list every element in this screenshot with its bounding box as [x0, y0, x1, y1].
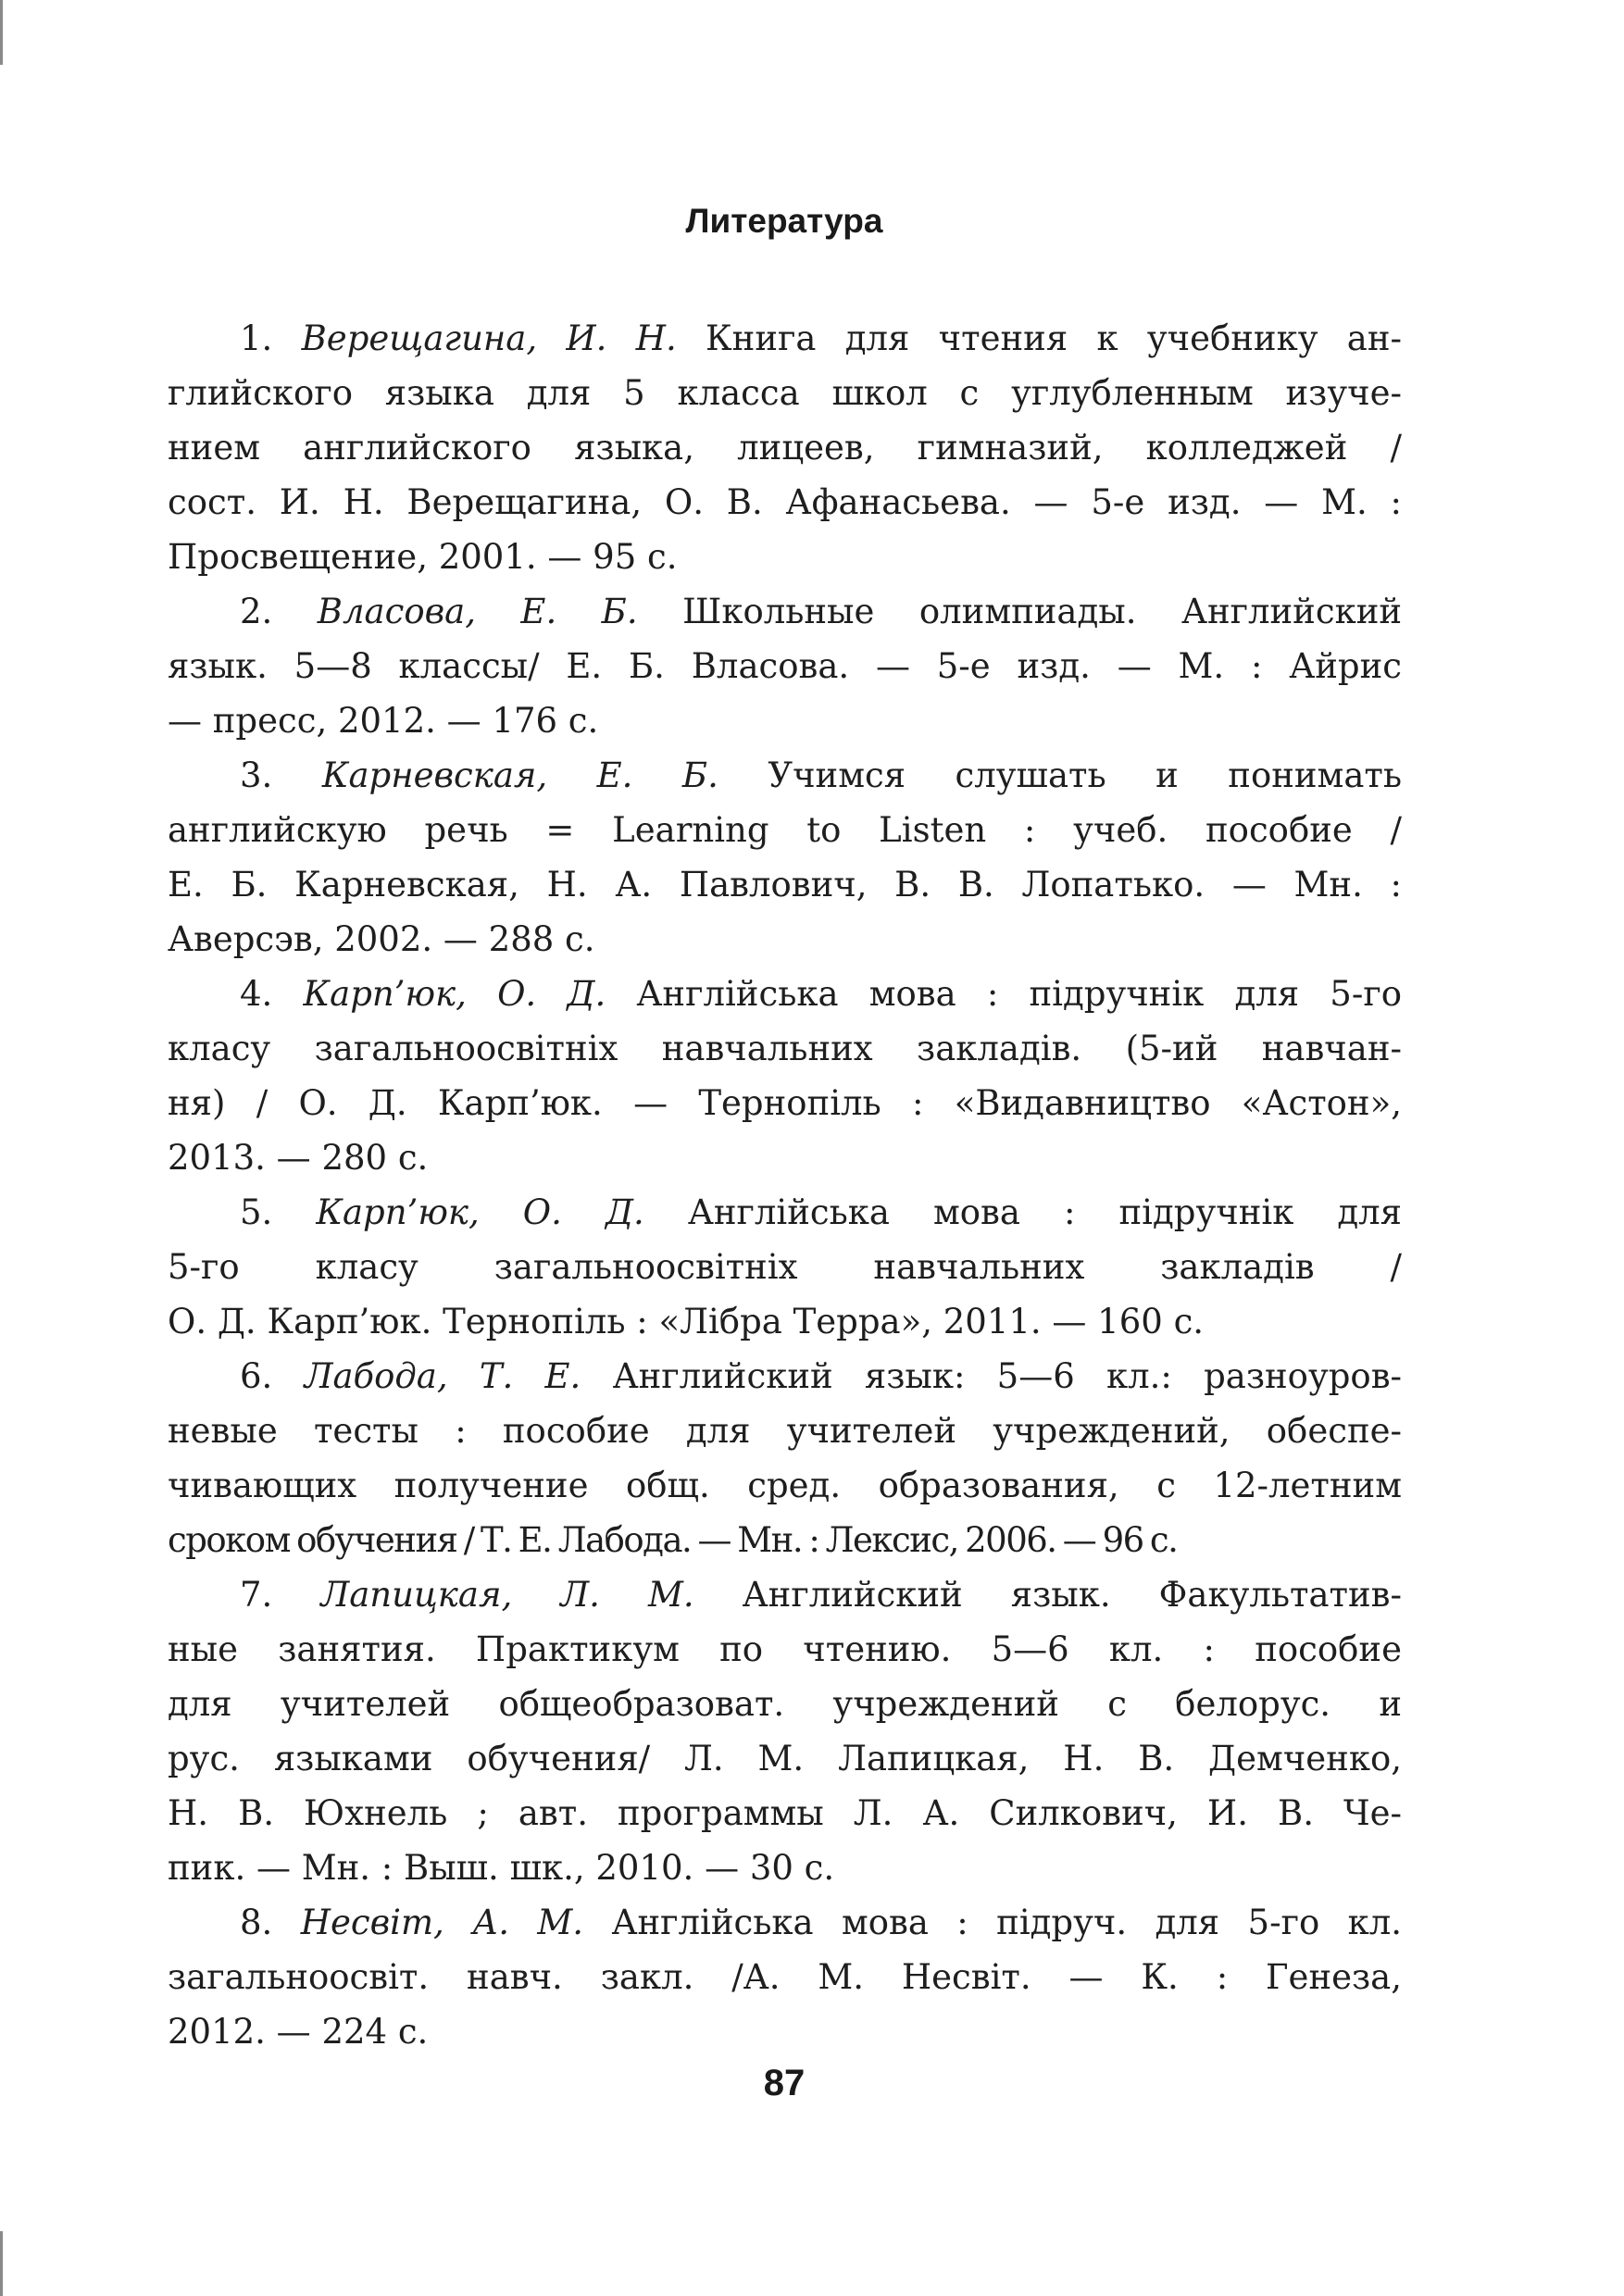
entry-line: для учителей общеобразоват. учреждений с белорус. и	[168, 1684, 1402, 1724]
entry-line: невые тесты : пособие для учителей учреждений, обеспе-	[168, 1411, 1402, 1451]
entry-title-start: Англійська мова : підруч. для 5-го кл.	[611, 1903, 1403, 1942]
entry-line: глийского языка для 5 класса школ с углубленным изуче-	[168, 373, 1402, 413]
entry-title-start: Школьные олимпиады. Английский	[682, 592, 1403, 631]
entry-first-line	[168, 748, 1402, 803]
entry-first-line	[168, 584, 1402, 639]
entry-number: 1.	[240, 318, 273, 358]
bibliography-list	[168, 311, 1402, 2059]
bibliography-entry	[168, 1185, 1402, 1349]
entry-line: Н. В. Юхнель ; авт. программы Л. А. Силкович, И. В. Че-	[168, 1793, 1402, 1833]
entry-number: 8.	[240, 1903, 273, 1942]
entry-first-line	[168, 1349, 1402, 1404]
entry-line: чивающих получение общ. сред. образования, с 12-летним	[168, 1466, 1402, 1505]
entry-line: О. Д. Карп’юк. Тернопіль : «Лібра Терра», 2011. — 160 с.	[168, 1302, 1205, 1341]
entry-line: Е. Б. Карневская, Н. А. Павлович, В. В. Лопатько. — Мн. :	[168, 865, 1402, 905]
entry-line: английскую речь = Learning to Listen : учеб. пособие /	[168, 810, 1402, 850]
entry-line: сроком обучения / Т. Е. Лабода. — Мн. : Лексис, 2006. — 96 с.	[168, 1520, 1178, 1560]
entry-number: 7.	[240, 1575, 273, 1615]
entry-author: Верещагина, И. Н.	[301, 318, 677, 358]
bibliography-entry	[168, 748, 1402, 967]
entry-author: Власова, Е. Б.	[317, 592, 638, 631]
entry-number: 4.	[240, 974, 273, 1014]
entry-title-start: Англійська мова : підручнік для 5-го	[636, 974, 1403, 1014]
entry-line: рус. языками обучения/ Л. М. Лапицкая, Н. В. Демченко,	[168, 1739, 1402, 1778]
entry-line: класу загальноосвітніх навчальних закладів. (5-ий навчан-	[168, 1029, 1402, 1068]
crop-mark-bottom	[0, 2231, 3, 2296]
bibliography-entry	[168, 584, 1402, 748]
entry-line: пик. — Мн. : Выш. шк., 2010. — 30 с.	[168, 1848, 835, 1888]
entry-line: загальноосвіт. навч. закл. /А. М. Несвіт. — К. : Генеза,	[168, 1957, 1402, 1997]
entry-author: Несвіт, А. М.	[300, 1903, 584, 1942]
bibliography-entry	[168, 967, 1402, 1185]
entry-first-line	[168, 311, 1402, 366]
entry-number: 5.	[240, 1192, 273, 1232]
entry-first-line	[168, 1895, 1402, 1950]
entry-title-start: Учимся слушать и понимать	[768, 755, 1402, 795]
entry-number: 6.	[240, 1356, 273, 1396]
page-number: 87	[763, 2063, 806, 2103]
entry-author: Карневская, Е. Б.	[321, 755, 718, 795]
entry-title-start: Английский язык: 5—6 кл.: разноуров-	[612, 1356, 1403, 1396]
entry-first-line	[168, 967, 1402, 1021]
entry-line: 2013. — 280 с.	[168, 1138, 429, 1178]
entry-first-line	[168, 1185, 1402, 1240]
bibliography-entry	[168, 1567, 1402, 1895]
bibliography-entry	[168, 311, 1402, 584]
entry-line: Просвещение, 2001. — 95 с.	[168, 537, 678, 577]
bibliography-entry	[168, 1349, 1402, 1567]
bibliography-entry	[168, 1895, 1402, 2059]
entry-line: ные занятия. Практикум по чтению. 5—6 кл. : пособие	[168, 1629, 1402, 1669]
entry-line: — пресс, 2012. — 176 с.	[168, 701, 599, 741]
entry-number: 3.	[240, 755, 273, 795]
entry-line: нием английского языка, лицеев, гимназий, колледжей /	[168, 428, 1402, 468]
entry-line: сост. И. Н. Верещагина, О. В. Афанасьева. — 5-е изд. — М. :	[168, 482, 1402, 522]
entry-title-start: Англійська мова : підручнік для	[687, 1192, 1402, 1232]
entry-author: Лабода, Т. Е.	[304, 1356, 581, 1396]
entry-line: ня) / О. Д. Карп’юк. — Тернопіль : «Видавництво «Астон»,	[168, 1083, 1402, 1123]
entry-line: Аверсэв, 2002. — 288 с.	[168, 919, 595, 959]
entry-number: 2.	[240, 592, 273, 631]
page-title: Литература	[685, 202, 883, 240]
entry-title-start: Книга для чтения к учебнику ан-	[706, 318, 1403, 358]
crop-mark-top	[0, 0, 3, 65]
entry-author: Карп’юк, О. Д.	[303, 974, 606, 1014]
entry-line: 2012. — 224 с.	[168, 2012, 429, 2052]
entry-first-line	[168, 1567, 1402, 1622]
entry-author: Лапицкая, Л. М.	[320, 1575, 694, 1615]
entry-line: 5-го класу загальноосвітніх навчальних закладів /	[168, 1247, 1402, 1287]
entry-author: Карп’юк, О. Д.	[316, 1192, 644, 1232]
entry-title-start: Английский язык. Факультатив-	[742, 1575, 1402, 1615]
entry-line: язык. 5—8 классы/ Е. Б. Власова. — 5-е изд. — М. : Айрис	[168, 646, 1402, 686]
